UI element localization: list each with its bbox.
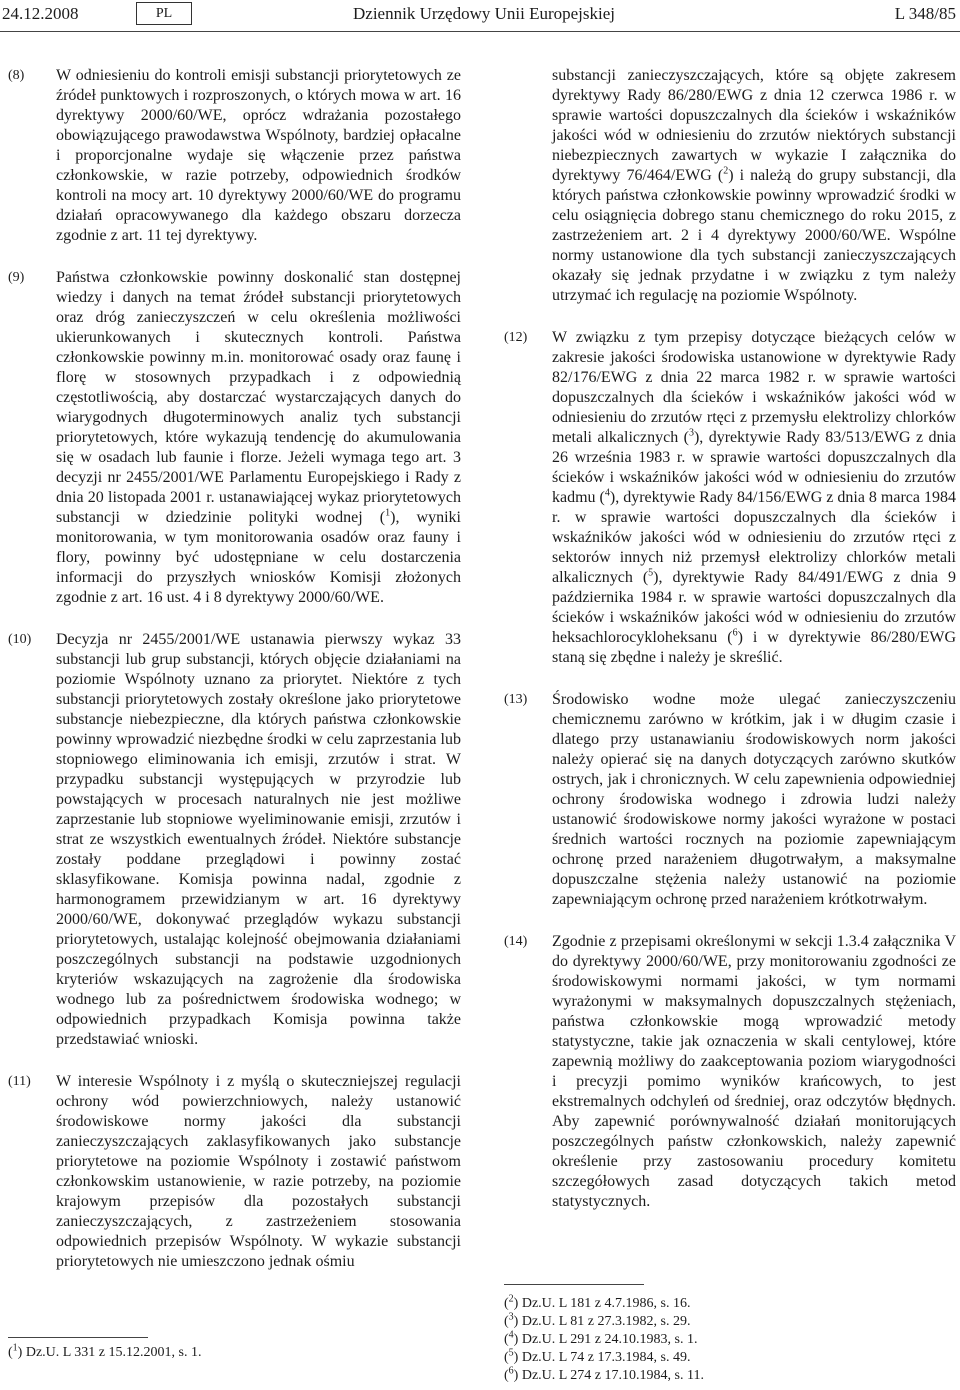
footnote-ref[interactable]: 5 (648, 567, 654, 579)
footnote-ref[interactable]: 6 (732, 627, 738, 639)
recital-text: W związku z tym przepisy dotyczące bieżących celów w zakresie jakości środowiska ustanowione w dyrektywie Rady 82/176/EWG z dnia 22 marca 1982 r. w sprawie wartości dopuszczalnych dla ścieków i wskaźników jakości wód w odniesieniu do zrzutów rtęci z przemysłu elektrolizy chlorków metali alkalicznych ($^3$), dyrektywie Rady 83/513/EWG z dnia 26 września 1983 r. w sprawie wartości dopuszczalnych dla ścieków i wskaźników jakości wód w odniesieniu do zrzutów kadmu ($^4$), dyrektywie Rady 84/156/EWG z dnia 8 marca 1984 r. w sprawie wartości dopuszczalnych dla ścieków i wskaźników jakości wód w odniesieniu do zrzutów rtęci z sektorów innych niż przemysł elektrolizy chlorków metali alkalicznych ($^5$), dyrektywie Rady 84/491/EWG z dnia 9 października 1984 r. w sprawie wartości dopuszczalnych dla ścieków i wskaźników jakości wód w odniesieniu do zrzutów heksachlorocykloheksanu ($^6$) i w dyrektywie 86/280/EWG staną się zbędne i należy je skreślić. (552, 329, 957, 666)
right-column (504, 66, 956, 1212)
header-date: 24.12.2008 (2, 4, 79, 23)
footnote: ($^5$) Dz.U. L 74 z 17.3.1984, s. 49. (504, 1347, 691, 1365)
footnote: ($^6$) Dz.U. L 274 z 17.10.1984, s. 11. (504, 1365, 704, 1383)
footnote-divider (504, 1284, 644, 1285)
footnote-ref[interactable]: 1 (385, 507, 391, 519)
left-column (8, 66, 461, 1272)
language-badge: PL (136, 2, 192, 25)
footnote-ref[interactable]: 4 (604, 487, 610, 499)
recital-14 (504, 932, 956, 1212)
footnote: ($^2$) Dz.U. L 181 z 4.7.1986, s. 16. (504, 1293, 691, 1311)
recital-text: W odniesieniu do kontroli emisji substancji priorytetowych ze źródeł punktowych i rozproszonych, o których mowa w art. 16 dyrektywy 2000/60/WE, oprócz wdrażania pozostałego obowiązującego prawodawstwa Wspólnoty, bardziej opłacalne i proporcjonalne wydaje się włączenie przez państwa członkowskie, w razie potrzeby, odpowiednich środków kontroli na mocy art. 10 dyrektywy 2000/60/WE do programu działań opracowywanego dla każdego obszaru dorzecza zgodnie z art. 11 tej dyrektywy. (56, 67, 461, 244)
recital-10 (8, 630, 461, 1050)
recital-number: (9) (8, 270, 25, 285)
footnote-ref[interactable]: 3 (688, 427, 694, 439)
left-footnotes (8, 1337, 448, 1362)
footnote: ($^4$) Dz.U. L 291 z 24.10.1983, s. 1. (504, 1329, 698, 1347)
recital-text: W interesie Wspólnoty i z myślą o skuteczniejszej regulacji ochrony wód powierzchniowych, należy ustanowić środowiskowe normy jakości dla substancji zanieczyszczających zaklasyfikowanych jako substancje priorytetowe na poziomie Wspólnoty i zostawić państwom członkowskim ustanowienie, w razie potrzeby, na poziomie krajowym przepisów dla pozostałych substancji zanieczyszczających, z zastrzeżeniem stosowania odpowiednich przepisów Wspólnoty. W wykazie substancji priorytetowych nie umieszczono jednak ośmiu (56, 1073, 461, 1270)
recital-13 (504, 690, 956, 910)
recital-number: (14) (504, 934, 528, 949)
footnote-ref[interactable]: 2 (723, 165, 729, 177)
recital-number: (8) (8, 68, 25, 83)
journal-title: Dziennik Urzędowy Unii Europejskiej (353, 4, 616, 23)
recital-text: Państwa członkowskie powinny doskonalić stan dostępnej wiedzy i danych na temat źródeł substancji priorytetowych oraz dróg zanieczyszczeń w celu określenia możliwości ukierunkowanych i skutecznych kontroli. Państwa członkowskie powinny m.in. monitorować osady oraz faunę i florę w stosownych przypadkach i z odpowiednią częstotliwością, aby dostarczać wystarczających danych do wiarygodnych długoterminowych analiz tych substancji priorytetowych, które wykazują tendencję do akumulowania się w osadach lub faunie i florze. Jeżeli wymaga tego art. 3 decyzji nr 2455/2001/WE Parlamentu Europejskiego i Rady z dnia 20 listopada 2001 r. ustanawiającej wykaz priorytetowych substancji w dziedzinie polityki wodnej ($^1$), wyniki monitorowania, w tym monitorowania osadów oraz fauny i flory, powinny być udostępniane w celu dostarczenia informacji do przyszłych wniosków Komisji złożonych zgodnie z art. 16 ust. 4 i 8 dyrektywy 2000/60/WE. (56, 269, 462, 606)
recital-number: (11) (8, 1074, 31, 1089)
page-reference: L 348/85 (894, 4, 956, 23)
recital-text: Zgodnie z przepisami określonymi w sekcji 1.3.4 załącznika V do dyrektywy 2000/60/WE, przy monitorowaniu zgodności ze środowiskowymi normami jakości, w tym normami wyrażonymi w maksymalnych dopuszczalnych stężeniach, państwa członkowskie mogą wprowadzić metody statystyczne, takie jak oznaczenia w skali centylowej, które zapewnią możliwy do zaakceptowania poziom wiarygodności i precyzji pomimo wyników krańcowych, to jest ekstremalnych odchyleń od średniej, oraz odczytów błędnych. Aby zapewnić porównywalność działań monitorujących poszczególnych państw członkowskich, należy zapewnić określenie przy zastosowaniu procedury komitetu szczegółowych zasad dotyczących takich metod statystycznych. (552, 933, 956, 1210)
footnote-divider (8, 1337, 148, 1338)
footnote: ($^3$) Dz.U. L 81 z 27.3.1982, s. 29. (504, 1311, 691, 1329)
recital-11 (8, 1072, 461, 1272)
recital-8 (8, 66, 461, 246)
right-footnotes (504, 1278, 944, 1385)
recital-number: (13) (504, 692, 528, 707)
header-divider (0, 31, 960, 32)
recital-12 (504, 328, 956, 668)
recital-number: (10) (8, 632, 32, 647)
recital-text: Środowisko wodne może ulegać zanieczyszczeniu chemicznemu zarówno w krótkim, jak i w długim czasie i dlatego przy ustanawianiu środowiskowych norm jakości należy opierać się na danych dotyczących zarówno skutków ostrych, jak i chronicznych. W celu zapewnienia odpowiedniej ochrony środowiska wodnego i zdrowia ludzi należy ustanowić środowiskowe normy jakości wyrażone w postaci średnich wartości rocznych na poziomie zapewniającym ochronę przed narażeniem długotrwałym, a maksymalne dopuszczalne stężenia należy ustanowić na poziomie zapewniającym ochronę przed narażeniem krótkotrwałym. (552, 691, 956, 908)
page-header (0, 0, 960, 30)
recital-11-continuation: substancji zanieczyszczających, które są objęte zakresem dyrektywy Rady 86/280/EWG z dnia 12 czerwca 1986 r. w sprawie wartości dopuszczalnych dla ścieków i wskaźników jakości wód w odniesieniu do zrzutów niektórych substancji niebezpiecznych zawartych w wykazie I załącznika do dyrektywy 76/464/EWG ($^2$) i należą do grupy substancji, dla których państwa członkowskie powinny wprowadzić środki w celu osiągnięcia dobrego stanu chemicznego do roku 2015, z zastrzeżeniem art. 2 i 4 dyrektywy 2000/60/WE. Wspólne normy ustanowione dla tych substancji zanieczyszczających okazały się jednak przydatne i w związku z tym należy utrzymać ich regulację na poziomie Wspólnoty. (552, 67, 956, 304)
recital-number: (12) (504, 330, 528, 345)
footnote: ($^1$) Dz.U. L 331 z 15.12.2001, s. 1. (8, 1342, 202, 1360)
recital-text: Decyzja nr 2455/2001/WE ustanawia pierwszy wykaz 33 substancji lub grup substancji, których objęcie działaniami na poziomie Wspólnoty uznano za priorytet. Niektóre z tych substancji priorytetowych zostały określone jako priorytetowe substancje niebezpieczne, dla których państwa członkowskie powinny wprowadzić niezbędne środki w celu zaprzestania lub stopniowego eliminowania ich emisji, zrzutów i strat. W przypadku substancji występujących w przyrodzie lub powstających w procesach naturalnych nie jest możliwe zaprzestanie lub stopniowe wyeliminowanie emisji, zrzutów i strat ze wszystkich ewentualnych źródeł. Niektóre substancje zostały poddane przeglądowi i powinny zostać sklasyfikowane. Komisja powinna nadal, zgodnie z harmonogramem przewidzianym w art. 16 dyrektywy 2000/60/WE, dokonywać przeglądów wykazu substancji priorytetowych, ustalając kolejność obejmowania działaniami poszczególnych substancji na podstawie uzgodnionych kryteriów wskazujących na zagrożenie dla środowiska wodnego lub za pośrednictwem środowiska wodnego; w odpowiednich przypadkach Komisja powinna także przedstawiać wnioski. (56, 631, 461, 1048)
recital-9 (8, 268, 461, 608)
